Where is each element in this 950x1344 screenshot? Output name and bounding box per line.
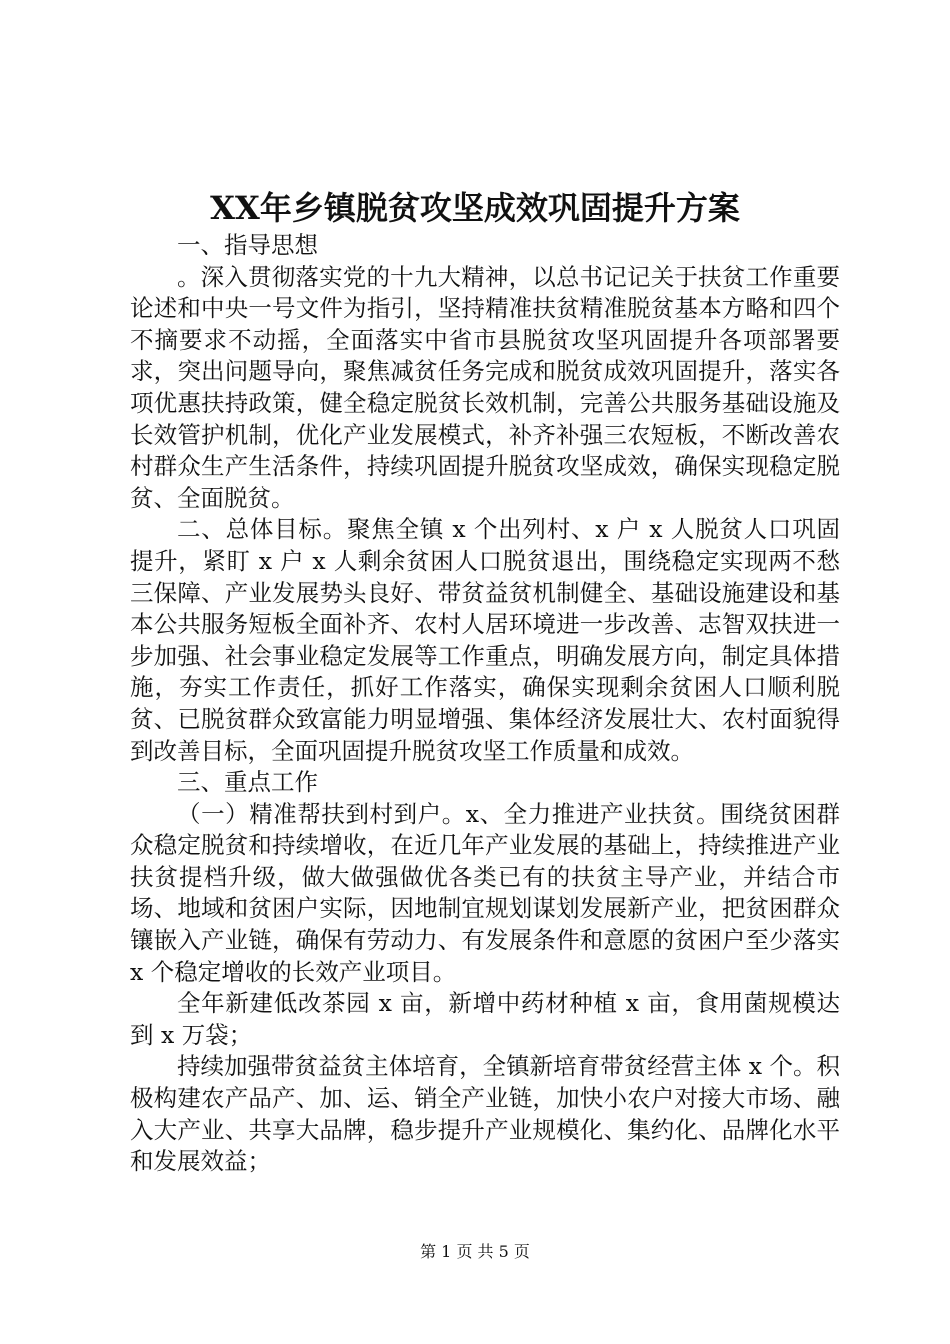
paragraph-overall-goals: 二、总体目标。聚焦全镇 x 个出列村、x 户 x 人脱贫人口巩固提升，紧盯 x 户 x 人剩余贫困人口脱贫退出，围绕稳定实现两不愁三保障、产业发展势头良好、带贫益贫机制健全、基础设施建设和基本公共服务短板全面补齐、农村人居环境进一步改善、志智双扶进一步加强、社会事业稳定发展等工作重点，明确发展方向，制定具体措施，夯实工作责任，抓好工作落实，确保实现剩余贫困人口顺利脱贫、已脱贫群众致富能力明显增强、集体经济发展壮大、农村面貌得到改善目标，全面巩固提升脱贫攻坚工作质量和成效。 <box>130 515 840 765</box>
paragraph-annual-targets: 全年新建低改茶园 x 亩，新增中药材种植 x 亩，食用菌规模达到 x 万袋； <box>130 989 840 1049</box>
document-title: XX年乡镇脱贫攻坚成效巩固提升方案 <box>210 189 740 227</box>
paragraph-precise-assistance: （一）精准帮扶到村到户。x、全力推进产业扶贫。围绕贫困群众稳定脱贫和持续增收，在近几年产业发展的基础上，持续推进产业扶贫提档升级，做大做强做优各类已有的扶贫主导产业，并结合市场、地域和贫困户实际，因地制宜规划谋划发展新产业，把贫困群众镶嵌入产业链，确保有劳动力、有发展条件和意愿的贫困户至少落实 x 个稳定增收的长效产业项目。 <box>130 799 840 986</box>
heading-key-work: 三、重点工作 <box>177 768 318 797</box>
page-footer: 第 1 页 共 5 页 <box>420 1242 530 1261</box>
paragraph-business-entities: 持续加强带贫益贫主体培育，全镇新培育带贫经营主体 x 个。积极构建农产品产、加、运、销全产业链，加快小农户对接大市场、融入大产业、共享大品牌，稳步提升产业规模化、集约化、品牌化水平和发展效益； <box>130 1052 840 1176</box>
document-body <box>130 230 840 1178</box>
paragraph-guiding-ideology: 。深入贯彻落实党的十九大精神，以总书记记关于扶贫工作重要论述和中央一号文件为指引，坚持精准扶贫精准脱贫基本方略和四个不摘要求不动摇，全面落实中省市县脱贫攻坚巩固提升各项部署要求，突出问题导向，聚焦减贫任务完成和脱贫成效巩固提升，落实各项优惠扶持政策，健全稳定脱贫长效机制，完善公共服务基础设施及长效管护机制，优化产业发展模式，补齐补强三农短板，不断改善农村群众生产生活条件，持续巩固提升脱贫攻坚成效，确保实现稳定脱贫、全面脱贫。 <box>130 262 840 512</box>
heading-guiding-ideology: 一、指导思想 <box>177 231 318 259</box>
